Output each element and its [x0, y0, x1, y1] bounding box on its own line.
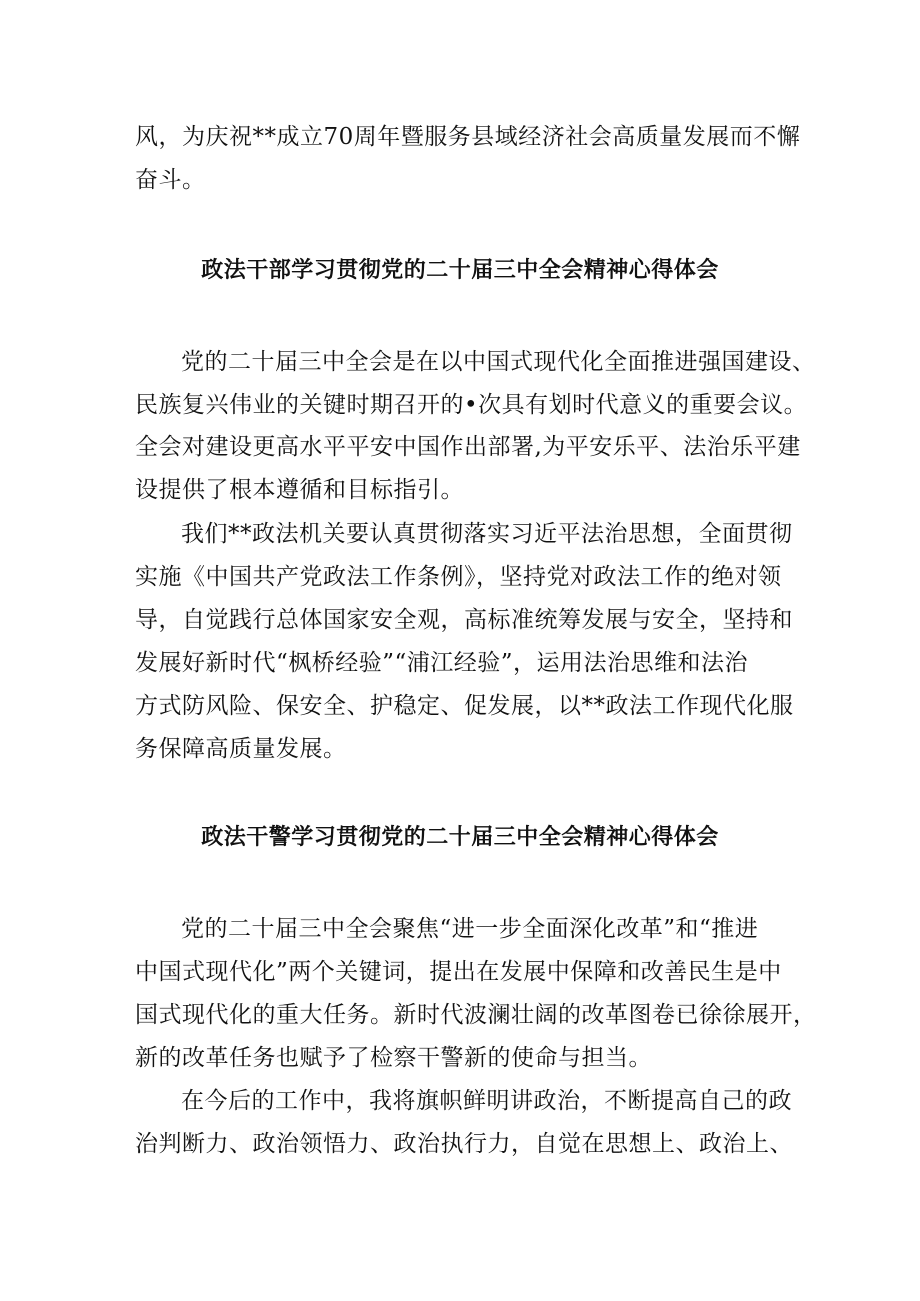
paragraph-line: 党的二十届三中全会聚焦“进一步全面深化改革”和“推进	[181, 916, 759, 942]
paragraph-line: 方式防风险、保安全、护稳定、促发展，以**政法工作现代化服	[135, 693, 794, 719]
paragraph-line: 全会对建设更高水平平安中国作出部署,为平安乐平、法治乐平建	[135, 434, 801, 460]
paragraph-line: 我们**政法机关要认真贯彻落实习近平法治思想，全面贯彻	[181, 521, 793, 547]
paragraph-line: 新的改革任务也赋予了检察干警新的使命与担当。	[135, 1045, 652, 1071]
paragraph-line: 在今后的工作中，我将旗帜鲜明讲政治，不断提高自己的政	[181, 1088, 792, 1114]
paragraph-line: 发展好新时代“枫桥经验”“浦江经验”，运用法治思维和法治	[135, 650, 749, 676]
paragraph-line: 党的二十届三中全会是在以中国式现代化全面推进强国建设、	[181, 349, 816, 375]
paragraph-line: 民族复兴伟业的关键时期召开的•次具有划时代意义的重要会议。	[135, 392, 808, 418]
intro-line: 风，为庆祝**成立70周年暨服务县域经济社会高质量发展而不懈	[135, 124, 801, 150]
paragraph-line: 治判断力、政治领悟力、政治执行力，自觉在思想上、政治上、	[135, 1131, 793, 1157]
paragraph-line: 中国式现代化”两个关键词，提出在发展中保障和改善民生是中	[135, 959, 782, 985]
section-title: 政法干警学习贯彻党的二十届三中全会精神心得体会	[201, 825, 719, 850]
paragraph-line: 务保障高质量发展。	[135, 736, 347, 762]
intro-line: 奋斗。	[135, 167, 206, 193]
paragraph-line: 设提供了根本遵循和目标指引。	[135, 477, 464, 503]
paragraph-line: 导，自觉践行总体国家安全观，高标准统筹发展与安全，坚持和	[135, 607, 793, 633]
paragraph-line: 国式现代化的重大任务。新时代波澜壮阔的改革图卷已徐徐展开，	[135, 1002, 817, 1028]
section-title: 政法干部学习贯彻党的二十届三中全会精神心得体会	[201, 258, 719, 283]
paragraph-line: 实施《中国共产党政法工作条例》，坚持党对政法工作的绝对领	[135, 564, 782, 590]
